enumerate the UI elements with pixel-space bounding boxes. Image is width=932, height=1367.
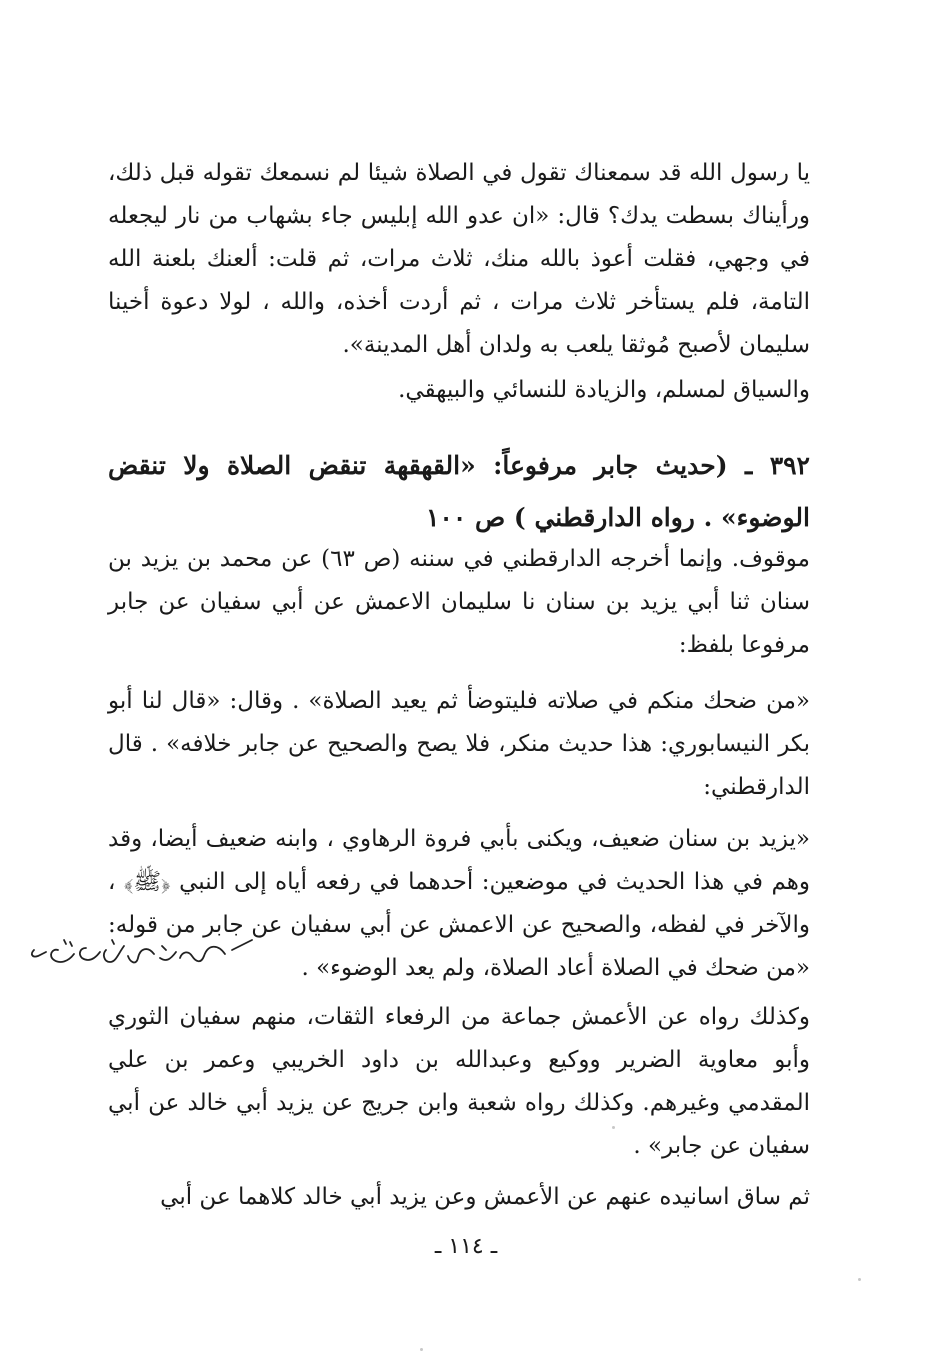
paragraph-hadith-text: «من ضحك منكم في صلاته فليتوضأ ثم يعيد الصلاة» . وقال: «قال لنا أبو بكر النيسابوري: هذا حديث منكر، فلا يصح والصحيح عن جابر خلافه» . قال الدارقطني: (108, 688, 810, 800)
scan-speck (420, 1348, 423, 1351)
paragraph-continuation: ثم ساق اسانيده عنهم عن الأعمش وعن يزيد أبي خالد كلاهما عن أبي (160, 1184, 810, 1210)
paragraph-hadith-iblis: يا رسول الله قد سمعناك تقول في الصلاة شيئا لم نسمعك تقوله قبل ذلك، ورأيناك بسطت يدك؟ قال: «ان عدو الله إبليس جاء بشهاب من نار ليجعله في وجهي، فقلت أعوذ بالله منك، ثلاث مرات، ثم قلت: ألعنك بلعنة الله التامة، فلم يستأخر ثلاث مرات ، ثم أردت أخذه، والله ، لولا دعوة أخينا سليمان لأصبح مُوثقا يلعب به ولدان أهل المدينة». (108, 160, 810, 358)
paragraph-other-narrators: وكذلك رواه عن الأعمش جماعة من الرفعاء الثقات، منهم سفيان الثوري وأبو معاوية الضرير ووكيع وعبدالله بن داود الخريبي وعمر بن علي المقدمي وغيرهم. وكذلك رواه شعبة وابن جريج عن يزيد أبي خالد عن أبي سفيان عن جابر» . (108, 1004, 810, 1159)
paragraph-daraqutni-quote: «يزيد بن سنان ضعيف، ويكنى بأبي فروة الرهاوي ، وابنه ضعيف أيضا، وقد وهم في هذا الحديث في موضعين: أحدهما في رفعه أياه إلى النبي ﴿ﷺ﴾ ، والآخر في لفظه، والصحيح عن الاعمش عن أبي سفيان عن جابر من قوله: «من ضحك في الصلاة أعاد الصلاة، ولم يعد الوضوء» . (108, 826, 810, 981)
scan-speck (612, 1126, 615, 1129)
paragraph-mawquf-ruling: موقوف. وإنما أخرجه الدارقطني في سننه (ص ٦٣) عن محمد بن يزيد بن سنان ثنا أبي يزيد بن سنان نا سليمان الاعمش عن أبي سفيان عن جابر مرفوعا بلفظ: (108, 546, 811, 658)
paragraph-source-note: والسياق لمسلم، والزيادة للنسائي والبيهقي. (398, 377, 810, 403)
page-number: ـ ١١٤ ـ (434, 1234, 498, 1259)
scan-speck (858, 1278, 861, 1281)
hadith-heading-392: ٣٩٢ ـ (حديث جابر مرفوعاً: «القهقهة تنقض الصلاة ولا تنقض الوضوء» . رواه الدارقطني ) ص ١٠٠ (108, 451, 810, 532)
handwritten-annotation (20, 932, 270, 978)
